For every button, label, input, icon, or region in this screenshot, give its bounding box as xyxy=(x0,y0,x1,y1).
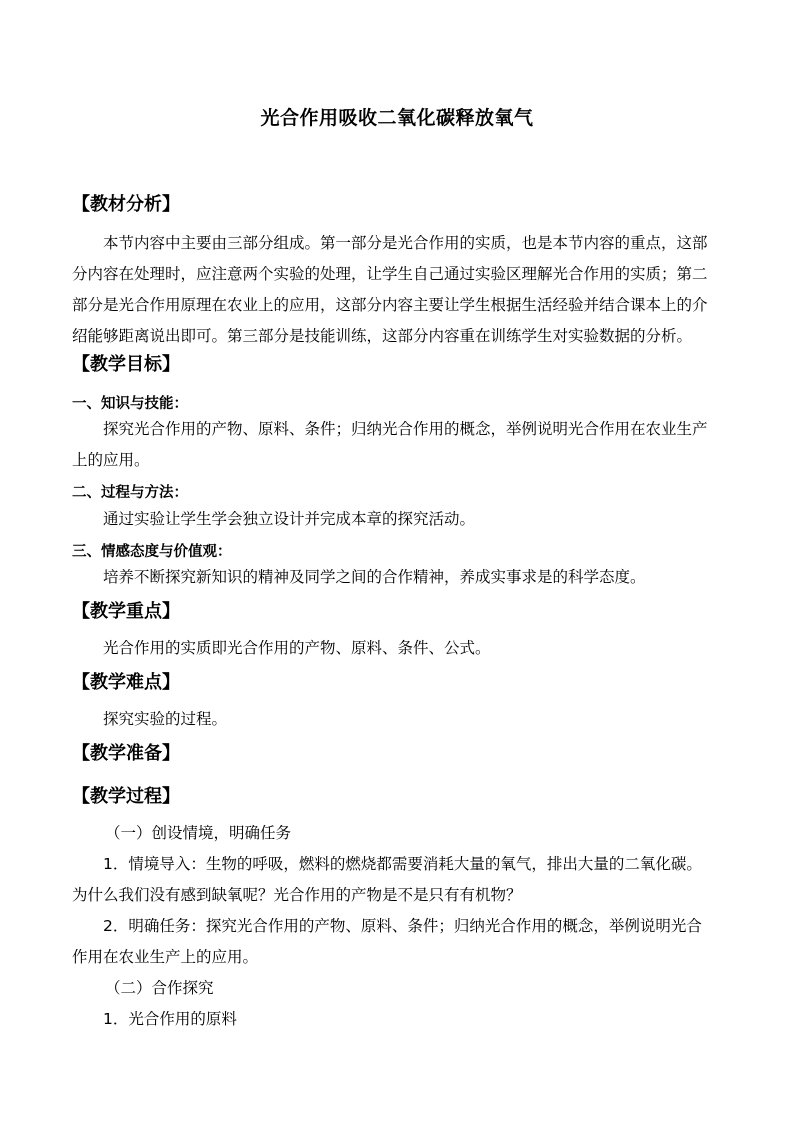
heading-textbook-analysis: 【教材分析】 xyxy=(72,194,180,215)
paragraph-process-methods xyxy=(72,504,726,535)
text-line: 探究光合作用的产物、原料、条件；归纳光合作用的概念，举例说明光合作用在农业生产 xyxy=(103,420,708,438)
heading-teaching-objectives: 【教学目标】 xyxy=(72,354,180,375)
document-title: 光合作用吸收二氧化碳释放氧气 xyxy=(260,107,534,129)
heading-teaching-preparation: 【教学准备】 xyxy=(72,743,180,764)
text-line: 本节内容中主要由三部分组成。第一部分是光合作用的实质，也是本节内容的重点，这部 xyxy=(103,234,708,252)
text-line: 作用在农业生产上的应用。 xyxy=(72,948,259,966)
paragraph-attitudes-values xyxy=(72,562,726,593)
text-line: 为什么我们没有感到缺氧呢？光合作用的产物是不是只有有机物？ xyxy=(72,886,522,904)
text-line: 探究实验的过程。 xyxy=(103,710,228,728)
paragraph-knowledge-skills xyxy=(72,414,726,476)
text-line: 1．情境导入：生物的呼吸，燃料的燃烧都需要消耗大量的氧气，排出大量的二氧化碳。 xyxy=(103,855,702,873)
heading-teaching-process: 【教学过程】 xyxy=(72,786,180,807)
text-line: 1．光合作用的原料 xyxy=(103,1010,237,1028)
paragraph-teaching-focus xyxy=(72,633,726,664)
text-line: 部分是光合作用原理在农业上的应用，这部分内容主要让学生根据生活经验并结合课本上的介 xyxy=(72,296,708,314)
subheading-process-methods: 二、过程与方法： xyxy=(72,485,188,501)
text-line: 上的应用。 xyxy=(72,451,150,469)
text-line: 绍能够距离说出即可。第三部分是技能训练，这部分内容重在训练学生对实验数据的分析。 xyxy=(72,327,693,345)
heading-teaching-focus: 【教学重点】 xyxy=(72,601,180,622)
paragraph-teaching-process xyxy=(72,818,726,1035)
text-line: 光合作用的实质即光合作用的产物、原料、条件、公式。 xyxy=(103,639,491,657)
heading-teaching-difficulty: 【教学难点】 xyxy=(72,672,180,693)
text-line: 培养不断探究新知识的精神及同学之间的合作精神，养成实事求是的科学态度。 xyxy=(103,568,646,586)
text-line: （一）创设情境，明确任务 xyxy=(105,824,292,842)
subheading-knowledge-skills: 一、知识与技能： xyxy=(72,396,188,412)
subheading-attitudes-values: 三、情感态度与价值观： xyxy=(72,544,232,560)
text-line: 通过实验让学生学会独立设计并完成本章的探究活动。 xyxy=(103,510,476,528)
text-line: 2．明确任务：探究光合作用的产物、原料、条件；归纳光合作用的概念，举例说明光合 xyxy=(103,917,702,935)
text-line: 分内容在处理时，应注意两个实验的处理，让学生自己通过实验区理解光合作用的实质；第二 xyxy=(72,265,708,283)
paragraph-teaching-difficulty xyxy=(72,704,726,735)
text-line: （二）合作探究 xyxy=(105,979,214,997)
paragraph-textbook-analysis xyxy=(72,228,726,352)
